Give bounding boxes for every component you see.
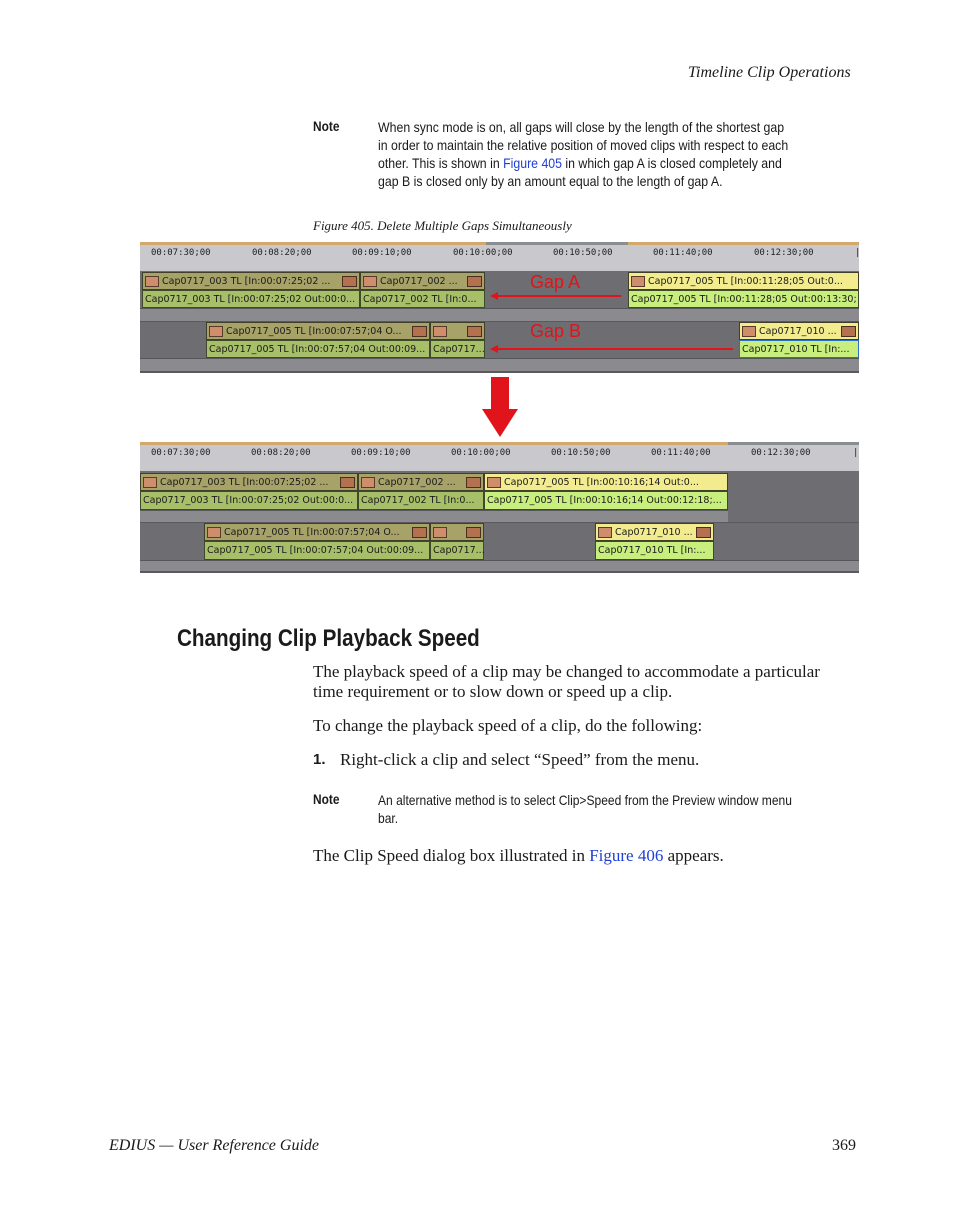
ruler-tick: 00:09:10;00	[351, 448, 411, 458]
video-clip[interactable]: Cap0717_005 TL [In:00:07:57;04 O...	[204, 523, 430, 541]
video-clip[interactable]: Cap0717_010 ...	[739, 322, 859, 340]
ruler-tick: 00:11:40;00	[653, 248, 713, 258]
video-clip[interactable]: Cap0717_003 TL [In:00:07:25;02 ...	[142, 272, 360, 290]
note-line: When sync mode is on, all gaps will close by the length of the shortest gap	[378, 119, 785, 135]
paragraph: To change the playback speed of a clip, do the following:	[313, 716, 703, 735]
running-header: Timeline Clip Operations	[688, 64, 851, 81]
video-clip[interactable]: Cap0717_003 TL [In:00:07:25;02 ...	[140, 473, 358, 491]
paragraph	[313, 662, 820, 702]
figure-405-link[interactable]: Figure 405	[503, 155, 563, 171]
ruler-tick: 00:08:20;00	[251, 448, 311, 458]
ruler-tick: 00:07:30;00	[151, 248, 211, 258]
ruler-tick: 00:12:30;00	[751, 448, 811, 458]
audio-clip[interactable]: Cap0717_005 TL [In:00:07:57;04 Out:00:09...	[206, 340, 430, 358]
paragraph-line: time requirement or to slow down or speed up a clip.	[313, 682, 673, 701]
ruler-tick: 00:10:00;00	[453, 248, 513, 258]
note-body	[378, 118, 848, 190]
video-clip[interactable]: Cap0717_005 TL [In:00:11:28;05 Out:0...	[628, 272, 859, 290]
step-number: 1.	[313, 751, 326, 768]
paragraph	[313, 846, 724, 866]
figure-caption: Figure 405. Delete Multiple Gaps Simultaneously	[313, 218, 572, 233]
step-text: Right-click a clip and select “Speed” from the menu.	[340, 750, 700, 769]
ruler-tick: 00:09:10;00	[352, 248, 412, 258]
paragraph-segment: appears.	[663, 846, 724, 865]
note-body	[378, 791, 859, 827]
ruler-tick: 00:08:20;00	[252, 248, 312, 258]
ruler-tick: 00:10:50;00	[553, 248, 613, 258]
audio-clip[interactable]: Cap0717_010 TL [In:...	[739, 340, 859, 358]
section-heading: Changing Clip Playback Speed	[177, 625, 480, 652]
video-clip[interactable]: Cap0717_005 TL [In:00:10:16;14 Out:0...	[484, 473, 728, 491]
timeline-before	[140, 242, 859, 373]
audio-clip[interactable]: Cap0717_005 TL [In:00:11:28;05 Out:00:13:30;	[628, 290, 859, 308]
footer-title: EDIUS — User Reference Guide	[109, 1137, 320, 1154]
note-text-segment: in which gap A is closed completely and	[562, 155, 782, 171]
timeline-after	[140, 442, 859, 573]
note-line: An alternative method is to select Clip>Speed from the Preview window menu	[378, 792, 792, 808]
audio-clip[interactable]: Cap0717_002 TL [In:0...	[360, 290, 485, 308]
note-label: Note	[313, 118, 340, 134]
gap-arrows	[140, 242, 859, 373]
ruler-tick: 00:10:00;00	[451, 448, 511, 458]
gap-a-label: Gap A	[530, 272, 581, 292]
ruler-tick: 00:12:30;00	[754, 248, 814, 258]
audio-clip[interactable]: Cap0717_005 TL [In:00:10:16;14 Out:00:12:18;...	[484, 491, 728, 510]
video-clip[interactable]	[430, 523, 484, 541]
note-text-segment: other. This is shown in	[378, 155, 504, 171]
video-clip[interactable]: Cap0717_010 ...	[595, 523, 714, 541]
ruler-tick: 00:11:40;00	[651, 448, 711, 458]
audio-clip[interactable]: Cap0717_003 TL [In:00:07:25;02 Out:00:0...	[140, 491, 358, 510]
paragraph-line: The playback speed of a clip may be changed to accommodate a particular	[313, 662, 820, 681]
timeline-ruler[interactable]: 00:07:30;00 00:08:20;00 00:09:10;00 00:10:00;00 00:10:50;00 00:11:40;00 00:12:30;00 |	[140, 242, 859, 271]
figure-406-link[interactable]: Figure 406	[589, 846, 664, 865]
audio-clip[interactable]: Cap0717_010 TL [In:...	[595, 541, 714, 560]
audio-clip[interactable]: Cap0717_005 TL [In:00:07:57;04 Out:00:09...	[204, 541, 430, 560]
video-clip[interactable]: Cap0717_002 ...	[358, 473, 484, 491]
note-line: bar.	[378, 810, 399, 826]
gap-b-label: Gap B	[530, 321, 582, 341]
down-arrow-icon	[482, 377, 518, 437]
ruler-tick: 00:07:30;00	[151, 448, 211, 458]
timeline-ruler[interactable]: 00:07:30;00 00:08:20;00 00:09:10;00 00:10:00;00 00:10:50;00 00:11:40;00 00:12:30;00 |	[140, 442, 859, 471]
note-line	[378, 154, 792, 172]
audio-clip[interactable]: Cap0717...	[430, 340, 485, 358]
note-label: Note	[313, 791, 340, 807]
audio-clip[interactable]: Cap0717_003 TL [In:00:07:25;02 Out:00:0...	[142, 290, 360, 308]
ruler-tick: 00:10:50;00	[551, 448, 611, 458]
audio-clip[interactable]: Cap0717...	[430, 541, 484, 560]
audio-clip[interactable]: Cap0717_002 TL [In:0...	[358, 491, 484, 510]
note-line: gap B is closed only by an amount equal to the length of gap A.	[378, 173, 723, 189]
paragraph-segment: The Clip Speed dialog box illustrated in	[313, 846, 590, 865]
video-clip[interactable]: Cap0717_002 ...	[360, 272, 485, 290]
video-clip[interactable]: Cap0717_005 TL [In:00:07:57;04 O...	[206, 322, 430, 340]
page-number: 369	[832, 1137, 856, 1154]
note-line: in order to maintain the relative position of moved clips with respect to each	[378, 137, 789, 153]
